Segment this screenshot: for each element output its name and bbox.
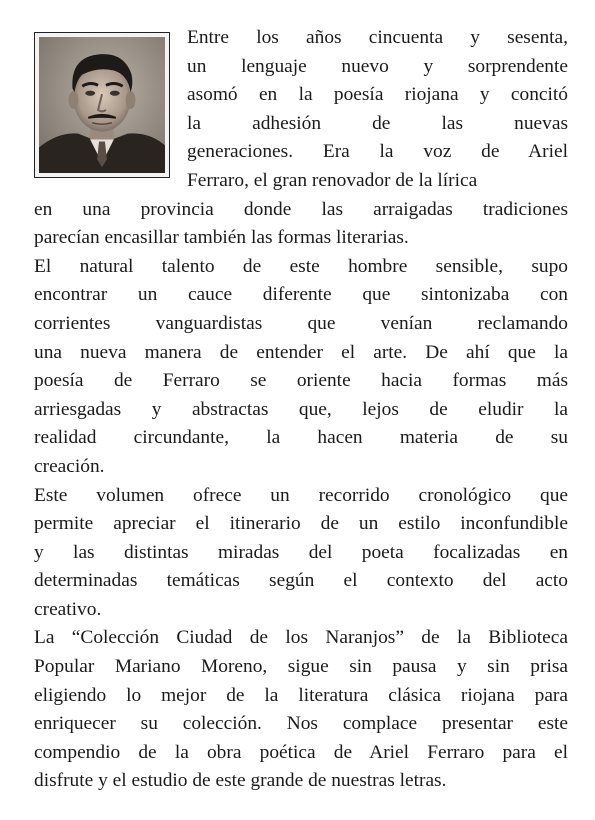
text-line: Ferraro, el gran renovador de la lírica: [187, 169, 478, 191]
text-line: corrientes vanguardistas que venían reclamando: [34, 312, 568, 334]
text-line: disfrute y el estudio de este grande de nuestras letras.: [34, 770, 447, 792]
body-text: [34, 24, 568, 796]
text-line: encontrar un cauce diferente que sintonizaba con: [34, 284, 568, 306]
text-line: compendio de la obra poética de Ariel Ferraro para el: [34, 741, 568, 763]
text-line: una nueva manera de entender el arte. De ahí que la: [34, 341, 568, 363]
text-line: y las distintas miradas del poeta focalizadas en: [34, 541, 568, 563]
text-line: eligiendo lo mejor de la literatura clásica riojana para: [34, 684, 568, 706]
text-line: realidad circundante, la hacen materia de su: [34, 427, 568, 449]
text-line: creativo.: [34, 598, 102, 620]
text-line: parecían encasillar también las formas literarias.: [34, 227, 409, 249]
text-line: generaciones. Era la voz de Ariel: [187, 141, 568, 163]
text-line: Popular Mariano Moreno, sigue sin pausa y sin prisa: [34, 656, 568, 678]
text-line: arriesgadas y abstractas que, lejos de eludir la: [34, 398, 568, 420]
text-line: creación.: [34, 455, 105, 477]
text-line: Este volumen ofrece un recorrido cronológico que: [34, 484, 568, 506]
text-line: poesía de Ferraro se oriente hacia formas más: [34, 370, 568, 392]
text-line: enriquecer su colección. Nos complace presentar este: [34, 713, 568, 735]
text-line: determinadas temáticas según el contexto del acto: [34, 570, 568, 592]
text-line: permite apreciar el itinerario de un estilo inconfundible: [34, 513, 568, 535]
text-line: la adhesión de las nuevas: [187, 112, 568, 134]
text-line: en una provincia donde las arraigadas tradiciones: [34, 198, 568, 220]
text-line: un lenguaje nuevo y sorprendente: [187, 55, 568, 77]
text-line: La “Colección Ciudad de los Naranjos” de la Biblioteca: [34, 627, 568, 649]
text-line: Entre los años cincuenta y sesenta,: [187, 27, 568, 48]
text-line: asomó en la poesía riojana y concitó: [187, 84, 568, 106]
text-line: El natural talento de este hombre sensible, supo: [34, 255, 568, 277]
